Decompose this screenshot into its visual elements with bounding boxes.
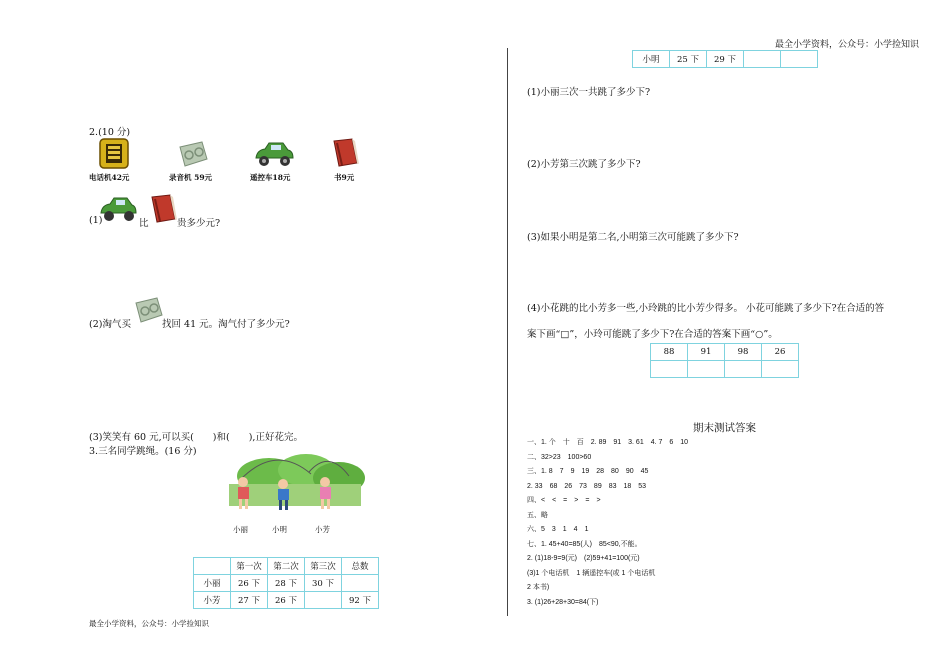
item-label-recorder: 录音机 59元 <box>169 173 213 182</box>
table-header-row <box>194 558 379 575</box>
choice-cell: 91 <box>688 344 725 361</box>
table-cell: 小丽 <box>194 575 231 592</box>
answer-line: (3)1 个电话机 1 辆遥控车(或 1 个电话机 <box>527 570 656 577</box>
table-cell: 29 下 <box>707 51 744 68</box>
question-3-title: 3.三名同学跳绳。(16 分) <box>89 446 197 457</box>
answer-line: 七、1. 45+40=85(人) 85<90,不能。 <box>527 541 642 548</box>
toy-car-icon <box>253 140 295 168</box>
table-row <box>651 344 799 361</box>
q2-1-mid: 比 <box>139 218 149 229</box>
table-cell: 25 下 <box>670 51 707 68</box>
table-row <box>194 575 379 592</box>
recorder-icon <box>132 295 164 325</box>
table-header-cell: 第一次 <box>231 558 268 575</box>
question-3-1: (1)小丽三次一共跳了多少下? <box>527 87 651 98</box>
answer-line: 二、32>23 100>60 <box>527 454 592 461</box>
question-3-2: (2)小芳第三次跳了多少下? <box>527 159 641 170</box>
footer-note: 最全小学资料，公众号：小学捡知识 <box>89 619 209 628</box>
jump-rope-illustration <box>221 454 366 524</box>
jump-rope-table <box>193 557 379 609</box>
book-icon <box>330 137 360 169</box>
table-row <box>633 51 818 68</box>
phone-icon <box>97 137 131 170</box>
q2-1-prefix: (1) <box>89 215 103 226</box>
question-3-3: (3)如果小明是第二名,小明第三次可能跳了多少下? <box>527 232 739 243</box>
item-label-book: 书9元 <box>334 173 355 182</box>
table-cell: 26 下 <box>268 592 305 609</box>
table-row <box>651 361 799 378</box>
question-2-title: 2.(10 分) <box>89 127 131 138</box>
answer-line: 2. 33 68 26 73 89 83 18 53 <box>527 483 647 490</box>
answer-line: 一、1. 个 十 百 2. 89 91 3. 61 4. 7 6 10 <box>527 439 689 446</box>
answer-line: 3. (1)26+28+30=84(下) <box>527 599 599 606</box>
answer-blank-cell[interactable] <box>762 361 799 378</box>
table-cell: 27 下 <box>231 592 268 609</box>
book-icon <box>148 193 178 225</box>
q2-2-prefix: (2)淘气买 <box>89 319 131 330</box>
table-header-cell: 第三次 <box>305 558 342 575</box>
answer-blank-cell[interactable] <box>688 361 725 378</box>
table-cell: 30 下 <box>305 575 342 592</box>
choice-cell: 26 <box>762 344 799 361</box>
table-cell: 26 下 <box>231 575 268 592</box>
answer-line: 五、略 <box>527 512 548 519</box>
header-note: 最全小学资料，公众号：小学捡知识 <box>775 40 920 50</box>
table-header-cell: 总数 <box>342 558 379 575</box>
choices-table <box>650 343 799 378</box>
question-3-4-line2: 案下画“□”，小玲可能跳了多少下?在合适的答案下画“○”。 <box>527 329 778 340</box>
table-cell <box>342 575 379 592</box>
answer-line: 2 本书) <box>527 584 550 591</box>
answer-line: 2. (1)18-9=9(元) (2)59+41=100(元) <box>527 555 640 562</box>
jump-rope-table-continued <box>632 50 818 68</box>
kid-name-xiaoli: 小丽 <box>233 525 248 534</box>
kid-name-xiaoming: 小明 <box>272 525 287 534</box>
toy-car-icon <box>98 196 138 222</box>
item-label-car: 遥控车18元 <box>250 173 291 182</box>
kid-name-xiaofang: 小芳 <box>315 525 330 534</box>
recorder-icon <box>176 139 210 169</box>
table-cell <box>744 51 781 68</box>
table-cell <box>305 592 342 609</box>
answer-line: 六、5 3 1 4 1 <box>527 526 589 533</box>
answers-title: 期末测试答案 <box>693 422 756 434</box>
table-cell: 小明 <box>633 51 670 68</box>
choice-cell: 88 <box>651 344 688 361</box>
table-cell: 92 下 <box>342 592 379 609</box>
table-cell: 28 下 <box>268 575 305 592</box>
column-divider <box>507 48 508 616</box>
choice-cell: 98 <box>725 344 762 361</box>
q2-3: (3)笑笑有 60 元,可以买( )和( ),正好花完。 <box>89 432 303 443</box>
table-cell <box>781 51 818 68</box>
table-header-cell: 第二次 <box>268 558 305 575</box>
answer-line: 四、< < = > = > <box>527 497 601 504</box>
answer-blank-cell[interactable] <box>651 361 688 378</box>
question-3-4-line1: (4)小花跳的比小芳多一些,小玲跳的比小芳少得多。 小花可能跳了多少下?在合适的答 <box>527 303 885 314</box>
q2-1-suffix: 贵多少元? <box>177 218 221 229</box>
table-header-cell <box>194 558 231 575</box>
answer-blank-cell[interactable] <box>725 361 762 378</box>
table-row <box>194 592 379 609</box>
table-cell: 小芳 <box>194 592 231 609</box>
answer-line: 三、1. 8 7 9 19 28 80 90 45 <box>527 468 649 475</box>
item-label-phone: 电话机42元 <box>89 173 130 182</box>
q2-2-suffix: 找回 41 元。淘气付了多少元? <box>162 319 290 330</box>
